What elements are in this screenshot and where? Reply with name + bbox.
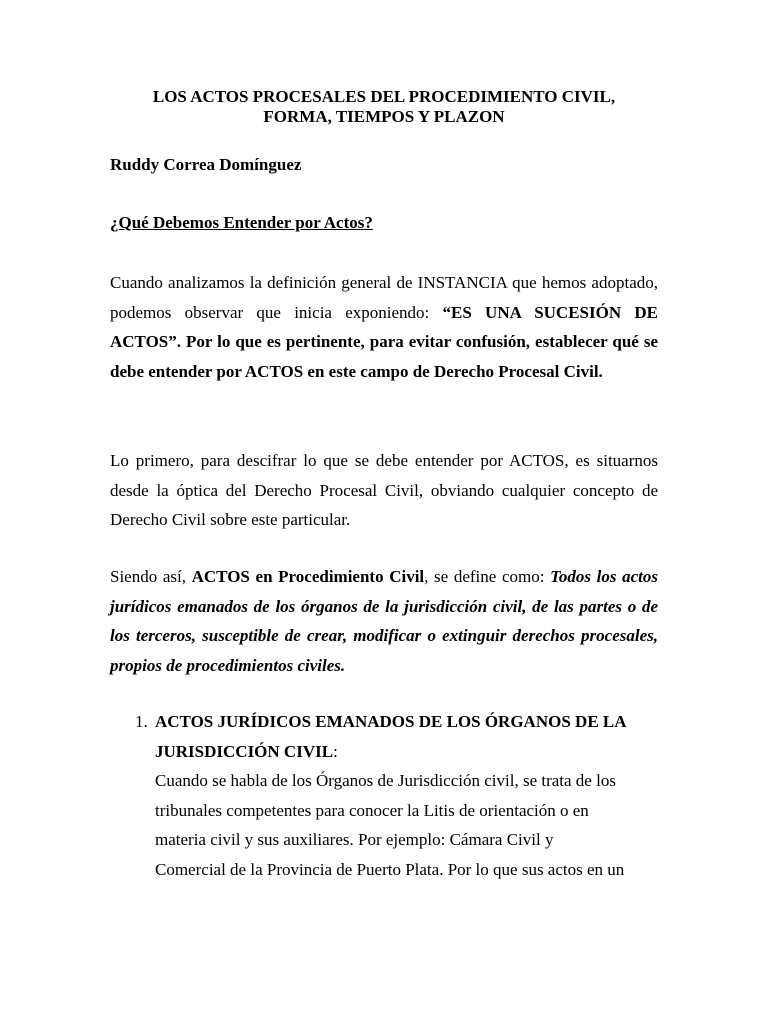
author-name: Ruddy Correa Domínguez <box>110 155 302 174</box>
list-item-body <box>155 766 658 884</box>
list-item-number: 1. <box>135 712 148 731</box>
list-item <box>110 707 658 884</box>
paragraph-instancia-bold: “ES UNA SUCESIÓN DE ACTOS”. Por lo que es pertinente, para evitar confusión, establecer qué se debe entender por ACTOS en este campo de Derecho Procesal Civil. <box>110 302 658 381</box>
paragraph-actos-definition <box>110 562 658 680</box>
section-question: ¿Qué Debemos Entender por Actos? <box>110 213 373 232</box>
list-item-body-line: materia civil y sus auxiliares. Por ejemplo: Cámara Civil y <box>155 830 554 849</box>
title-line-1: LOS ACTOS PROCESALES DEL PROCEDIMIENTO CIVIL, <box>152 87 616 106</box>
paragraph-instancia <box>110 268 658 386</box>
document-title <box>110 87 658 127</box>
paragraph-actos-intro: Lo primero, para descifrar lo que se debe entender por ACTOS, es situarnos desde la óptica del Derecho Procesal Civil, obviando cualquier concepto de Derecho Civil sobre este particular. <box>110 451 658 529</box>
numbered-list <box>110 707 658 884</box>
definition-term: ACTOS en Procedimiento Civil <box>191 567 425 586</box>
title-line-2: FORMA, TIEMPOS Y PLAZON <box>263 107 505 126</box>
list-item-body-line: Comercial de la Provincia de Puerto Plata. Por lo que sus actos en un <box>155 859 625 879</box>
list-item-heading-colon: : <box>333 741 338 761</box>
list-item-body-line: Cuando se habla de los Órganos de Jurisdicción civil, se trata de los <box>155 771 616 790</box>
paragraph-instancia-text: Cuando analizamos la definición general de INSTANCIA que hemos adoptado, podemos observar que inicia exponiendo: <box>110 273 658 322</box>
definition-connector: , se define como: <box>424 567 551 586</box>
definition-text: Todos los actos jurídicos emanados de los órganos de la jurisdicción civil, de las partes o de los terceros, susceptible de crear, modificar o extinguir derechos procesales, propios de procedimientos civiles. <box>110 567 658 675</box>
list-item-body-line: tribunales competentes para conocer la Litis de orientación o en <box>155 800 589 820</box>
list-item-heading <box>155 707 658 766</box>
definition-lead: Siendo así, <box>110 567 192 586</box>
list-item-heading-text: ACTOS JURÍDICOS EMANADOS DE LOS ÓRGANOS DE LA JURISDICCIÓN CIVIL <box>155 712 626 761</box>
